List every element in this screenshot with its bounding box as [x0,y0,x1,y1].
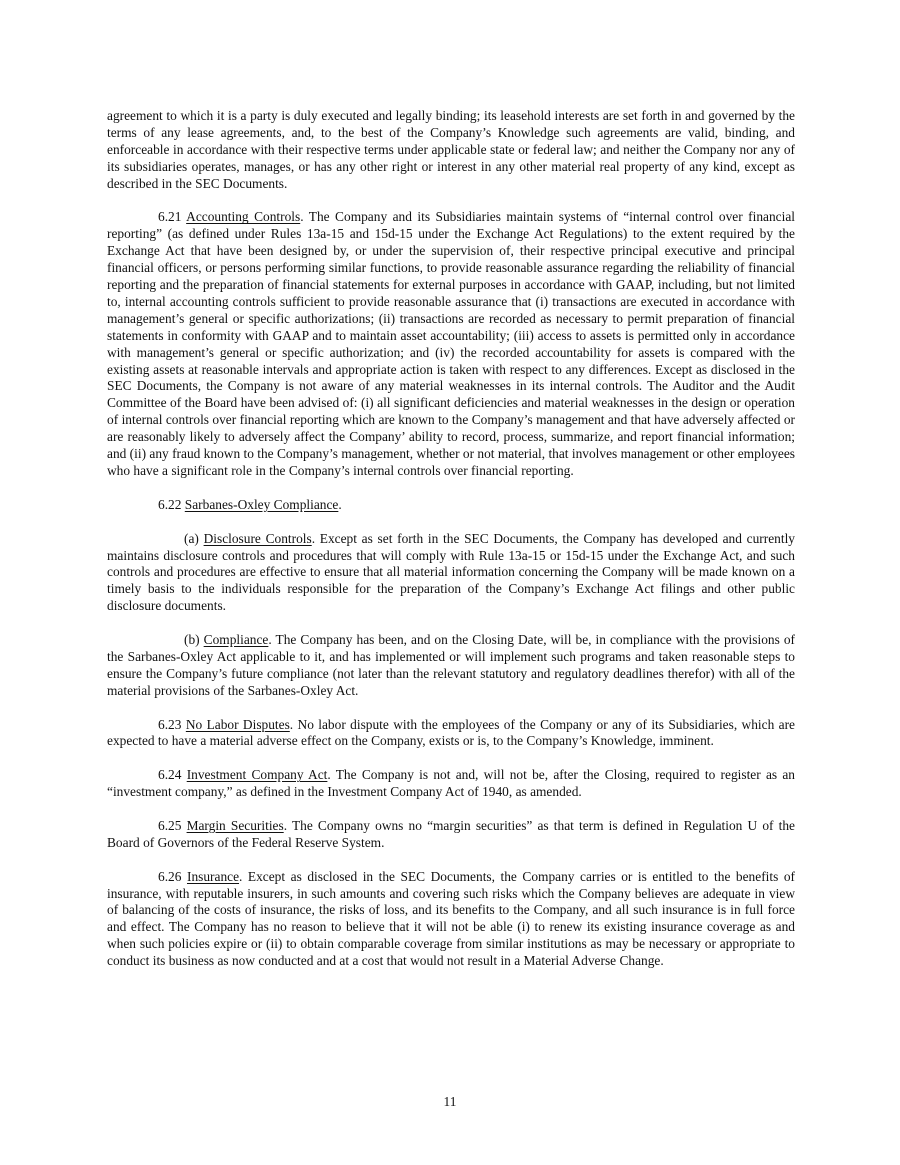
subsection-body: . The Company has been, and on the Closing Date, will be, in compliance with the provisions of the Sarbanes-Oxley Act applicable to it, and has implemented or will implement such programs and taken reasonable steps to ensure the Company’s future compliance (not later than the relevant statutory and regulatory deadlines therefor) with all of the material provisions of the Sarbanes-Oxley Act. [107,632,795,698]
section-heading: Sarbanes-Oxley Compliance [184,496,339,512]
section-6-25 [107,818,795,852]
section-6-26 [107,869,795,970]
section-body: . Except as disclosed in the SEC Documents, the Company carries or is entitled to the benefits of insurance, with reputable insurers, in such amounts and covering such risks which the Company believes are adequate in view of balancing of the costs of insurance, the risks of loss, and its benefits to the Company, and all such insurance is in full force and effect. The Company has no reason to believe that it will not be able (i) to renew its existing insurance coverage as and when such policies expire or (ii) to obtain comparable coverage from similar institutions as may be necessary or appropriate to conduct its business as now conducted and at a cost that would not result in a Material Adverse Change. [107,868,796,969]
section-6-23 [107,717,795,751]
subsection-number: (a) [184,530,204,546]
section-number: 6.25 [158,817,187,833]
subsection-heading: Compliance [203,632,269,648]
section-number: 6.21 [158,209,187,225]
section-number: 6.24 [158,767,187,783]
subsection-body: . Except as set forth in the SEC Documents, the Company has developed and currently maintains disclosure controls and procedures that will comply with Rule 13a-15 or 15d-15 under the Exchange Act, and such controls and procedures are effective to ensure that all material information concerning the Company will be made known on a timely basis to the individuals responsible for the preparation of the Company’s Exchange Act filings and other public disclosure documents. [107,530,795,614]
section-heading: Accounting Controls [186,209,301,225]
paragraph-continuation: agreement to which it is a party is duly executed and legally binding; its leasehold interests are set forth in and governed by the terms of any lease agreements, and, to the best of the Company’s Knowledge such agreements are valid, binding, and enforceable in accordance with their respective terms under applicable state or federal law; and neither the Company nor any of its subsidiaries operates, manages, or has any other right or interest in any other material real property of any kind, except as described in the SEC Documents. [107,108,795,191]
subsection-number: (b) [184,632,204,648]
section-heading: Insurance [186,868,240,884]
document-page [107,108,795,987]
section-6-22-a [107,531,795,616]
section-heading: Investment Company Act [186,767,328,783]
section-body: . The Company and its Subsidiaries maintain systems of “internal control over financial reporting” (as defined under Rules 13a-15 and 15d-15 under the Exchange Act Regulations) to the extent required by the Exchange Act that have been designed by, or under the supervision of, their respective principal executive and principal financial officers, or persons performing similar functions, to provide reasonable assurance regarding the reliability of financial reporting and the preparation of financial statements for external purposes in accordance with GAAP, including, but not limited to, internal accounting controls sufficient to provide reasonable assurance that (i) transactions are executed in accordance with management’s general or specific authorizations; (ii) transactions are recorded as necessary to permit preparation of financial statements in conformity with GAAP and to maintain asset accountability; (iii) access to assets is permitted only in accordance with management’s general or specific authorization; and (iv) the recorded accountability for assets is compared with the existing assets at reasonable intervals and appropriate action is taken with respect to any differences. Except as disclosed in the SEC Documents, the Company is not aware of any material weaknesses in its internal controls. The Auditor and the Audit Committee of the Board have been advised of: (i) all significant deficiencies and material weaknesses in the design or operation of internal controls over financial reporting which are known to the Company’s management and that have adversely affected or are reasonably likely to adversely affect the Company’ ability to record, process, summarize, and report financial information; and (ii) any fraud known to the Company’s management, whether or not material, that involves management or other employees who have a significant role in the Company’s internal controls over financial reporting. [107,209,795,479]
section-body: . No labor dispute with the employees of the Company or any of its Subsidiaries, which are expected to have a material adverse effect on the Company, exists or is, to the Company’s Knowledge, imminent. [107,716,795,749]
section-heading: Margin Securities [186,817,284,833]
section-body: . The Company is not and, will not be, after the Closing, required to register as an “investment company,” as defined in the Investment Company Act of 1940, as amended. [107,767,796,800]
section-number: 6.26 [158,868,187,884]
subsection-heading: Disclosure Controls [203,530,312,546]
section-6-22-b [107,632,795,700]
section-6-22 [107,497,795,514]
section-6-24 [107,767,795,801]
section-heading: No Labor Disputes [185,716,290,732]
section-number: 6.23 [158,716,186,732]
section-tail: . [338,496,342,512]
section-6-21 [107,209,795,480]
section-number: 6.22 [158,496,185,512]
page-number: 11 [443,1094,457,1109]
section-body: . The Company owns no “margin securities” as that term is defined in Regulation U of the Board of Governors of the Federal Reserve System. [107,817,795,850]
